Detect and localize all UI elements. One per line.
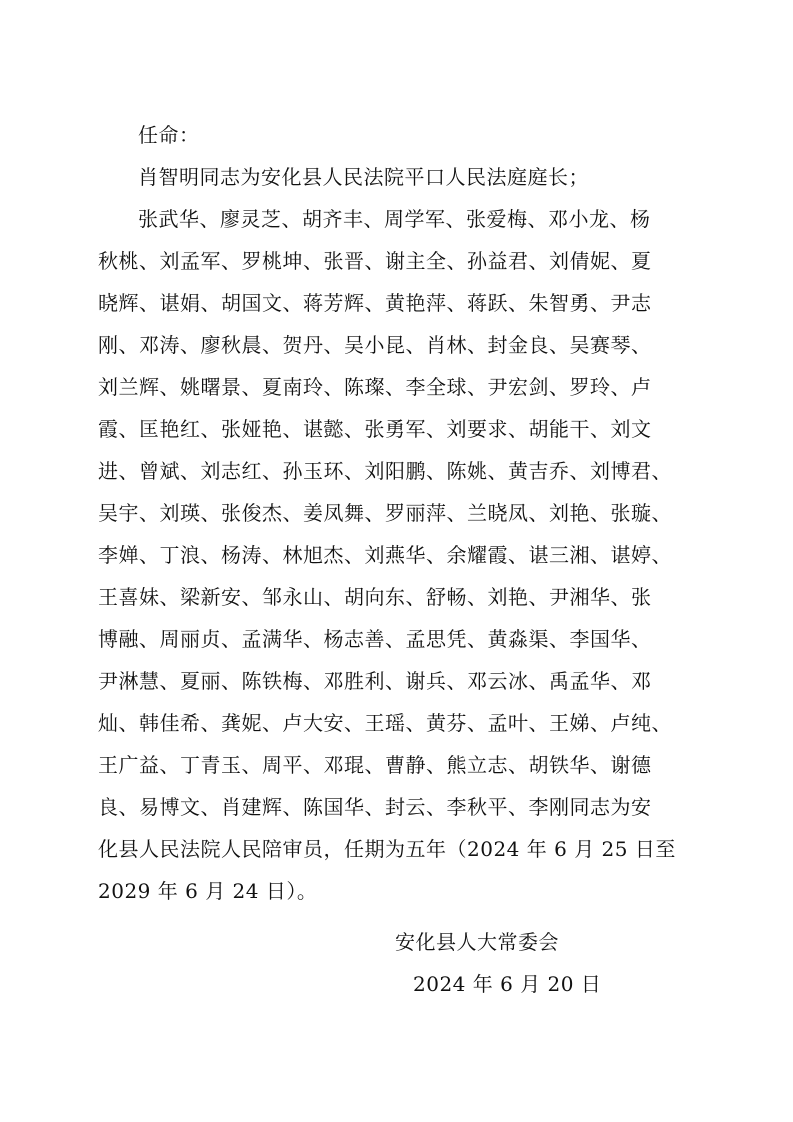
body-line: 刚、邓涛、廖秋晨、贺丹、吴小昆、肖林、封金良、吴赛琴、 [98, 333, 652, 357]
body-line: 化县人民法院人民陪审员，任期为五年（2024 年 6 月 25 日至 [98, 837, 676, 861]
signature-date: 2024 年 6 月 20 日 [413, 972, 602, 996]
body-line: 霞、匡艳红、张娅艳、谌懿、张勇军、刘要求、胡能干、刘文 [98, 417, 652, 441]
body-line: 张武华、廖灵芝、胡齐丰、周学军、张爱梅、邓小龙、杨 [138, 207, 651, 231]
body-line: 吴宇、刘瑛、张俊杰、姜凤舞、罗丽萍、兰晓凤、刘艳、张璇、 [98, 501, 672, 525]
body-line: 尹淋慧、夏丽、陈铁梅、邓胜利、谢兵、邓云冰、禹孟华、邓 [98, 669, 652, 693]
appointment-heading: 任命： [138, 123, 200, 147]
body-line: 晓辉、谌娟、胡国文、蒋芳辉、黄艳萍、蒋跃、朱智勇、尹志 [98, 291, 652, 315]
body-line: 秋桃、刘孟军、罗桃坤、张晋、谢主全、孙益君、刘倩妮、夏 [98, 249, 652, 273]
body-line: 灿、韩佳希、龚妮、卢大安、王瑶、黄芬、孟叶、王娣、卢纯、 [98, 711, 672, 735]
body-line: 王广益、丁青玉、周平、邓琨、曹静、熊立志、胡铁华、谢德 [98, 753, 652, 777]
signature-organization: 安化县人大常委会 [395, 930, 559, 954]
body-line: 李婵、丁浪、杨涛、林旭杰、刘燕华、余耀霞、谌三湘、谌婷、 [98, 543, 672, 567]
appointment-line: 肖智明同志为安化县人民法院平口人民法庭庭长； [138, 165, 589, 189]
body-line: 王喜妹、梁新安、邹永山、胡向东、舒畅、刘艳、尹湘华、张 [98, 585, 652, 609]
body-line: 2029 年 6 月 24 日）。 [98, 879, 318, 903]
body-line: 良、易博文、肖建辉、陈国华、封云、李秋平、李刚同志为安 [98, 795, 652, 819]
body-line: 进、曾斌、刘志红、孙玉环、刘阳鹏、陈姚、黄吉乔、刘博君、 [98, 459, 672, 483]
body-line: 刘兰辉、姚曙景、夏南玲、陈璨、李全球、尹宏剑、罗玲、卢 [98, 375, 652, 399]
body-line: 博融、周丽贞、孟满华、杨志善、孟思凭、黄淼渠、李国华、 [98, 627, 652, 651]
